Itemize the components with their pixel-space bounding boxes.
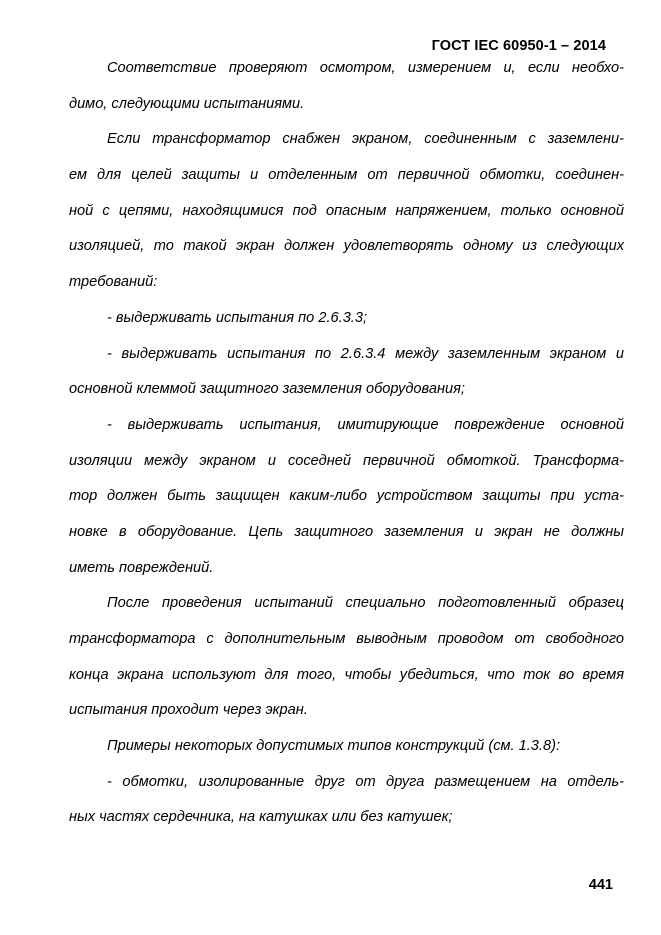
paragraph-line: испытания проходит через экран. (69, 702, 308, 719)
paragraph-line: Если трансформатор снабжен экраном, соединенным с заземлени- (107, 131, 624, 148)
list-item-line: основной клеммой защитного заземления оборудования; (69, 381, 465, 398)
document-body (69, 55, 624, 840)
paragraph-line: Соответствие проверяют осмотром, измерением и, если необхо- (107, 60, 624, 76)
list-item-line: тор должен быть защищен каким-либо устройством защиты при уста- (69, 488, 624, 505)
list-item-line: - обмотки, изолированные друг от друга размещением на отдель- (107, 773, 624, 790)
list-item-line: - выдерживать испытания по 2.6.3.4 между заземленным экраном и (107, 345, 624, 362)
list-item-line: новке в оборудование. Цепь защитного заземления и экран не должны (69, 523, 624, 540)
paragraph-line: изоляцией, то такой экран должен удовлетворять одному из следующих (69, 238, 624, 255)
list-item-line: - выдерживать испытания по 2.6.3.3; (107, 309, 368, 326)
paragraph-line: димо, следующими испытаниями. (69, 95, 305, 112)
page-number: 441 (588, 877, 613, 893)
list-item-line: изоляции между экраном и соседней первичной обмоткой. Трансформа- (69, 452, 624, 469)
paragraph-line: После проведения испытаний специально подготовленный образец (107, 595, 624, 612)
list-item-line: - выдерживать испытания, имитирующие повреждение основной (107, 416, 624, 433)
paragraph-line: Примеры некоторых допустимых типов конструкций (см. 1.3.8): (107, 738, 560, 755)
paragraph-line: требований: (69, 274, 158, 291)
list-item-line: ных частях сердечника, на катушках или без катушек; (69, 809, 453, 826)
paragraph-line: ной с цепями, находящимися под опасным напряжением, только основной (69, 202, 624, 219)
document-header: ГОСТ IEC 60950-1 – 2014 (431, 38, 606, 54)
list-item-line: иметь повреждений. (69, 559, 214, 576)
paragraph-line: ем для целей защиты и отделенным от первичной обмотки, соединен- (69, 167, 624, 184)
paragraph-line: трансформатора с дополнительным выводным проводом от свободного (69, 631, 624, 647)
paragraph-line: конца экрана используют для того, чтобы убедиться, что ток во время (69, 666, 624, 683)
